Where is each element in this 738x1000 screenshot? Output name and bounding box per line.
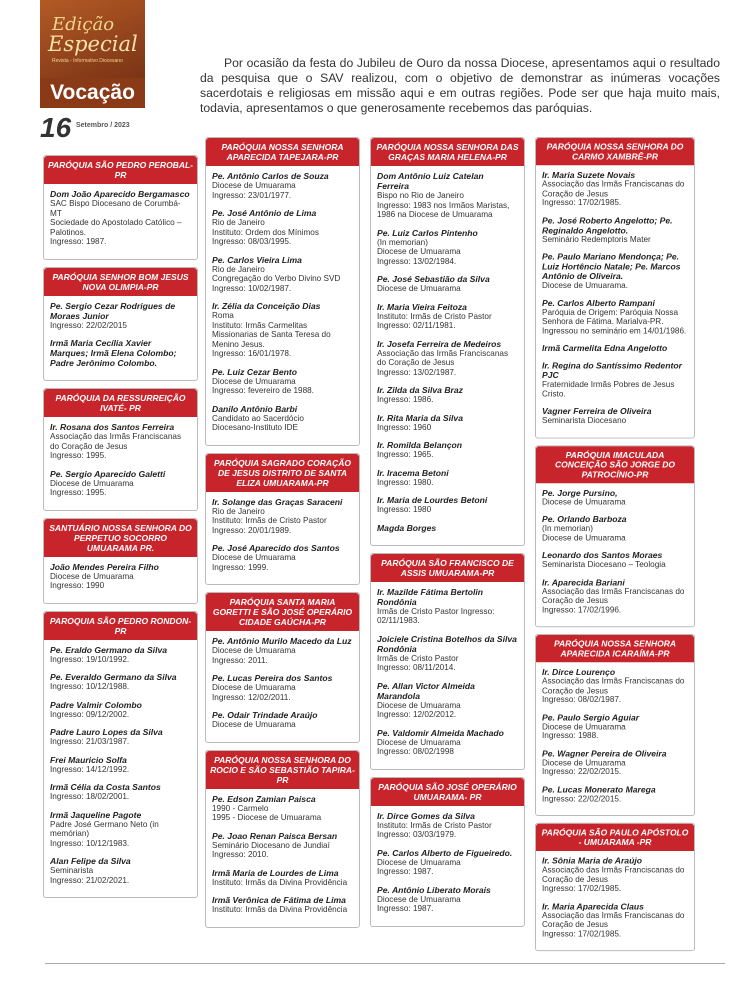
- person-name: Pe. Edson Zamian Paisca: [212, 793, 316, 804]
- parish-entries: [371, 806, 524, 926]
- parish-card: [43, 611, 198, 899]
- person-name: Ir. Regina do Santíssimo Redentor PJC: [542, 360, 682, 381]
- person-detail: Ingresso: 1995.: [50, 488, 107, 497]
- person-detail: Diocese de Umuarama: [212, 553, 296, 562]
- person-name: Pe. Lucas Pereira dos Santos: [212, 673, 333, 683]
- parish-entries: [206, 631, 359, 742]
- vocation-entry: [212, 868, 353, 888]
- parish-title: PARÓQUIA SÃO PEDRO PEROBAL-PR: [44, 156, 197, 184]
- person-name: Pe. Carlos Alberto Rampani: [542, 297, 655, 308]
- person-detail: Rio de Janeiro: [212, 506, 265, 516]
- parish-card: [205, 453, 360, 586]
- vocation-entry: [377, 523, 518, 533]
- parish-card: [535, 445, 695, 627]
- person-detail: Diocese de Umuarama: [377, 284, 461, 293]
- parish-card: [370, 553, 525, 770]
- person-name: Pe. Valdomir Almeida Machado: [377, 727, 504, 738]
- vocation-entry: [377, 811, 518, 840]
- person-name: Dom João Aparecido Bergamasco: [50, 189, 190, 199]
- person-detail: Associação das Irmãs Franciscanas do Coração de Jesus: [377, 348, 509, 367]
- parish-entries: [536, 851, 694, 950]
- person-detail: Ingresso: 1983 nos Irmãos Maristas, 1986 na Diocese de Umuarama: [377, 200, 510, 219]
- person-name: Pe. Sergio Aparecido Galetti: [50, 468, 166, 479]
- person-detail: Ingresso: 16/01/1978.: [212, 349, 292, 358]
- vocation-entry: [377, 171, 518, 220]
- section-badge: [40, 0, 145, 145]
- person-detail: Ingresso: 02/11/1981.: [377, 321, 456, 330]
- person-detail: Ingresso: fevereiro de 1988.: [212, 386, 314, 395]
- person-detail: Diocese de Umuarama: [50, 478, 134, 488]
- person-name: Ir. Rita Maria da Silva: [377, 412, 463, 423]
- person-detail: Diocese de Umuarama: [542, 533, 626, 543]
- person-detail: Rio de Janeiro: [212, 218, 265, 227]
- person-detail: Ingresso: 09/12/2002.: [50, 709, 130, 719]
- person-name: Pe. José Aparecido dos Santos: [212, 543, 340, 553]
- person-name: Ir. Iracema Betoni: [377, 467, 449, 478]
- person-name: Irmã Verônica de Fátima de Lima: [212, 895, 346, 905]
- vocation-entry: [50, 338, 191, 368]
- vocation-entry: [542, 215, 688, 244]
- person-name: Pe. Everaldo Germano da Silva: [50, 672, 177, 682]
- person-name: Ir. Maria Aparecida Claus: [542, 901, 644, 911]
- person-detail: Instituto: Irmãs de Cristo Pastor: [377, 820, 492, 830]
- person-detail: Ingresso: 1960: [377, 422, 432, 432]
- person-detail: Associação das Irmãs Franciscanas do Coração de Jesus: [542, 586, 685, 605]
- person-detail: Roma: [212, 311, 234, 320]
- vocation-entry: [542, 550, 688, 569]
- vocation-entry: [542, 170, 688, 207]
- person-detail: Instituto: Irmãs de Cristo Pastor: [212, 516, 327, 525]
- vocation-entry: [542, 361, 688, 399]
- person-name: Padre Valmir Colombo: [50, 699, 142, 710]
- vocation-entry: [50, 645, 191, 665]
- person-detail: Ingresso: 14/12/1992.: [50, 764, 130, 774]
- parish-title: PARÓQUIA NOSSA SENHORA DO CARMO XAMBRÊ-PR: [536, 138, 694, 165]
- person-name: Vagner Ferreira de Oliveira: [542, 406, 652, 417]
- intro-paragraph: Por ocasião da festa do Jubileu de Ouro da nossa Diocese, apresentamos aqui o resultado da pesquisa que o SAV realizou, com o objetivo de demonstrar as inúmeras vocações sacerdotais e religiosas em missão aqui e em outras regiões. Pode ser que haja muito mais, todavia, apresentamos o que generosamente recebemos das paróquias.: [200, 56, 720, 115]
- vocation-entry: [542, 712, 688, 740]
- person-detail: Irmãs de Cristo Pastor Ingresso: 02/11/1983.: [377, 606, 495, 625]
- person-detail: Ingresso: 1999.: [212, 562, 269, 572]
- person-name: Pe. Jorge Pursino,: [542, 487, 618, 498]
- column-2: [205, 137, 360, 935]
- parish-title: PAROQUIA SÃO PEDRO RONDON-PR: [44, 612, 197, 640]
- vocation-entry: [50, 672, 191, 692]
- person-name: Pe. José Roberto Angelotto; Pe. Reginaldo Angelotto.: [542, 215, 673, 235]
- person-name: Pe. Paulo Mariano Mendonça; Pe. Luiz Hortêncio Natale; Pe. Marcos Antônio de Oliveira.: [542, 251, 681, 281]
- vocation-entry: [50, 189, 191, 247]
- vocation-entry: [542, 856, 688, 893]
- person-detail: Seminário Diocesano de Jundiaí: [212, 840, 330, 850]
- parish-title: PARÓQUIA SÃO FRANCISCO DE ASSIS UMUARAMA-PR: [371, 554, 524, 582]
- parish-title: PARÓQUIA NOSSA SENHORA DO ROCIO E SÃO SEBASTIÃO TAPIRA-PR: [206, 751, 359, 789]
- parish-entries: [44, 184, 197, 259]
- person-name: Ir. Zilda da Silva Braz: [377, 385, 463, 395]
- vocation-entry: [377, 228, 518, 267]
- person-detail: Ingresso: 22/02/2015.: [542, 794, 622, 803]
- person-detail: Instituto: Irmãs da Divina Providência: [212, 905, 348, 914]
- person-detail: Ingresso: 17/02/1996.: [542, 605, 622, 615]
- person-name: Irmã Maria Cecília Xavier Marques; Irmã Elena Colombo; Padre Jerônimo Colombo.: [50, 338, 177, 368]
- parish-entries: [536, 165, 694, 437]
- column-1: [43, 155, 198, 905]
- section-title: Vocação: [40, 78, 145, 108]
- parish-title: PARÓQUIA SANTA MARIA GORETTI E SÃO JOSÉ OPERÁRIO CIDADE GAÚCHA-PR: [206, 593, 359, 631]
- person-detail: Diocese de Umuarama: [212, 646, 296, 655]
- vocation-entry: [377, 634, 518, 673]
- person-detail: Associação das Irmãs Franciscanas do Coração de Jesus: [542, 179, 685, 198]
- person-name: Pe. Sergio Cezar Rodrigues de Moraes Junior: [50, 300, 176, 321]
- edition-label-bottom: Especial: [48, 32, 138, 56]
- person-detail: Ingresso: 12/02/2012.: [377, 710, 457, 719]
- person-detail: Ingresso: 1995.: [50, 451, 107, 460]
- person-detail: Ingresso: 10/12/1988.: [50, 682, 130, 691]
- person-name: Ir. Aparecida Bariani: [542, 577, 625, 587]
- person-detail: Ingresso: 22/02/2015.: [542, 767, 622, 777]
- person-name: Frei Mauricio Solfa: [50, 754, 127, 765]
- parish-card: [43, 267, 198, 382]
- person-detail: Diocese de Umuarama: [377, 894, 461, 904]
- vocation-entry: [50, 422, 191, 461]
- parish-title: PARÓQUIA NOSSA SENHORA APARECIDA ICARAÍMA-PR: [536, 635, 694, 662]
- person-detail: (In memorian): [377, 237, 428, 247]
- vocation-entry: [377, 587, 518, 626]
- person-detail: Diocese de Umuarama: [50, 571, 134, 581]
- person-name: Pe. Antônio Murilo Macedo da Luz: [212, 636, 352, 646]
- person-detail: Ingresso: 13/02/1987.: [377, 367, 457, 377]
- vocation-entry: [212, 301, 353, 359]
- person-name: Ir. Solange das Graças Saraceni: [212, 496, 343, 507]
- vocation-entry: [542, 252, 688, 290]
- person-detail: Diocesano-Instituto IDE: [212, 423, 299, 432]
- person-detail: Instituto: Irmãs Carmelitas Missionarias de Santa Teresa do Menino Jesus.: [212, 320, 331, 349]
- person-detail: Diocese de Umuarama: [212, 720, 296, 729]
- person-detail: Rio de Janeiro: [212, 264, 265, 274]
- person-name: Ir. Sônia Maria de Araújo: [542, 855, 642, 866]
- person-detail: Diocese de Umuarama: [377, 737, 461, 747]
- vocation-entry: [50, 755, 191, 775]
- vocation-entry: [377, 302, 518, 331]
- vocation-entry: [542, 343, 688, 353]
- person-name: Padre Lauro Lopes da Silva: [50, 727, 163, 737]
- vocation-entry: [542, 784, 688, 803]
- person-name: Pe. Lucas Monerato Marega: [542, 784, 656, 795]
- person-name: Irmã Carmelita Edna Angelotto: [542, 343, 668, 353]
- vocation-entry: [212, 794, 353, 823]
- person-name: Danilo Antônio Barbi: [212, 403, 298, 414]
- parish-entries: [44, 640, 197, 898]
- vocation-entry: [50, 301, 191, 331]
- parish-title: PARÓQUIA NOSSA SENHORA DAS GRAÇAS MARIA HELENA-PR: [371, 138, 524, 166]
- person-detail: Ingresso: 23/01/1977.: [212, 190, 292, 200]
- person-detail: Ingresso: 08/03/1995.: [212, 237, 292, 246]
- person-name: Ir. Rosana dos Santos Ferreira: [50, 422, 175, 432]
- parish-entries: [371, 582, 524, 769]
- vocation-entry: [542, 514, 688, 542]
- person-name: Pe. Odair Trindade Araújo: [212, 710, 318, 720]
- edition-label-top: Edição: [52, 14, 115, 35]
- parish-title: PARÓQUIA NOSSA SENHORA APARECIDA TAPEJARA-PR: [206, 138, 359, 166]
- person-detail: Ingresso: 21/02/2021.: [50, 875, 130, 885]
- parish-entries: [536, 662, 694, 815]
- vocation-entry: [212, 171, 353, 200]
- person-detail: Ingresso: 17/02/1985.: [542, 884, 622, 893]
- column-4: [535, 137, 695, 958]
- person-detail: Associação das Irmãs Franciscanas do Coração de Jesus: [542, 676, 685, 695]
- person-detail: Bispo no Rio de Janeiro: [377, 191, 464, 200]
- person-name: Ir. Josefa Ferreira de Medeiros: [377, 338, 502, 349]
- vocation-entry: [542, 488, 688, 507]
- person-detail: Ingresso: 1988.: [542, 731, 599, 741]
- vocation-entry: [377, 848, 518, 877]
- person-detail: Diocese de Umuarama: [377, 857, 461, 867]
- person-detail: Ingresso: 17/02/1985.: [542, 198, 622, 208]
- person-name: Ir. Zélia da Conceição Dias: [212, 301, 321, 311]
- footer-divider: [45, 963, 725, 964]
- person-detail: Associação das Irmãs Franciscanas do Coração de Jesus: [542, 910, 685, 929]
- parish-entries: [371, 166, 524, 545]
- person-detail: Ingresso: 1987.: [377, 867, 434, 876]
- vocation-entry: [377, 440, 518, 460]
- vocation-entry: [377, 495, 518, 515]
- person-detail: Candidato ao Sacerdócio: [212, 413, 304, 423]
- person-name: Ir. Maria de Lourdes Betoni: [377, 495, 488, 505]
- person-detail: Ingresso: 08/02/1998: [377, 747, 454, 756]
- vocation-entry: [212, 367, 353, 396]
- page-number: 16: [40, 112, 72, 143]
- parish-card: [43, 518, 198, 604]
- vocation-entry: [212, 404, 353, 433]
- person-detail: SAC Bispo Diocesano de Corumbá-MT: [50, 199, 181, 218]
- person-detail: Ingresso: 03/03/1979.: [377, 830, 457, 839]
- person-detail: Ingresso: 21/03/1987.: [50, 737, 130, 746]
- vocation-entry: [377, 468, 518, 488]
- vocation-entry: [50, 469, 191, 498]
- person-name: Pe. José Antônio de Lima: [212, 208, 317, 218]
- vocation-entry: [377, 274, 518, 294]
- person-name: Pe. Wagner Pereira de Oliveira: [542, 748, 667, 759]
- person-detail: Padre José Germano Neto (in memórian): [50, 819, 159, 838]
- person-detail: Ingresso: 17/02/1985.: [542, 929, 622, 939]
- person-name: Pe. Carlos Alberto de Figueiredo.: [377, 847, 513, 858]
- vocation-entry: [377, 413, 518, 433]
- person-detail: Ingresso: 1990: [50, 581, 105, 590]
- parish-title: PARÓQUIA SAGRADO CORAÇÃO DE JESUS DISTRITO DE SANTA ELIZA UMUARAMA-PR: [206, 454, 359, 492]
- parish-title: PARÓQUIA DA RESSURREIÇÃO IVATÉ- PR: [44, 389, 197, 417]
- vocation-entry: [50, 810, 191, 849]
- person-detail: Ingresso: 20/01/1989.: [212, 525, 292, 535]
- person-name: Pe. Orlando Barboza: [542, 514, 627, 525]
- person-detail: Ingresso: 10/12/1983.: [50, 838, 130, 848]
- person-name: Irmã Jaqueline Pagote: [50, 809, 142, 820]
- vocation-entry: [542, 577, 688, 614]
- person-detail: (In memorian): [542, 524, 593, 533]
- parish-card: [535, 823, 695, 951]
- person-name: Ir. Mazilde Fátima Bertolin Rondônia: [377, 586, 484, 607]
- parish-card: [205, 750, 360, 928]
- person-detail: Diocese de Umuarama: [542, 758, 626, 767]
- vocation-entry: [377, 385, 518, 405]
- person-detail: Ingressou no seminário em 14/01/1986.: [542, 326, 687, 335]
- person-detail: Ingresso: 1986.: [377, 395, 434, 404]
- person-name: Pe. Antônio Liberato Morais: [377, 884, 491, 895]
- parish-card: [205, 137, 360, 446]
- person-name: Ir. Maria Vieira Feitoza: [377, 301, 467, 312]
- person-detail: Ingresso: 18/02/2001.: [50, 792, 130, 801]
- person-name: Pe. Luiz Cezar Bento: [212, 366, 297, 377]
- parish-card: [43, 155, 198, 260]
- person-detail: Ingresso: 22/02/2015: [50, 320, 127, 330]
- person-detail: Seminarista: [50, 866, 94, 875]
- vocation-entry: [542, 901, 688, 938]
- person-detail: Seminarista Diocesano – Teologia: [542, 560, 666, 569]
- person-name: Ir. Dirce Lourenço: [542, 667, 616, 677]
- person-detail: Congregação do Verbo Divino SVD: [212, 274, 341, 283]
- person-detail: Diocese de Umuarama: [212, 376, 296, 386]
- vocation-entry: [212, 543, 353, 572]
- person-detail: Diocese de Umuarama: [212, 683, 296, 692]
- person-detail: Instituto: Irmãs da Divina Providência: [212, 877, 348, 887]
- person-detail: Sociedade do Apostolado Católico – Palotinos.: [50, 218, 182, 237]
- person-name: Joiciele Cristina Botelhos da Silva Rondônia: [377, 633, 517, 654]
- parish-entries: [206, 789, 359, 927]
- person-detail: Instituto: Irmãs de Cristo Pastor: [377, 311, 492, 321]
- person-name: Irmã Maria de Lourdes de Lima: [212, 867, 339, 878]
- vocation-entry: [212, 895, 353, 915]
- parish-title: SANTUÁRIO NOSSA SENHORA DO PERPETUO SOCORRO UMUARAMA PR.: [44, 519, 197, 557]
- person-detail: Ingresso: 2011.: [212, 655, 268, 665]
- person-name: Dom Antônio Luiz Catelan Ferreira: [377, 171, 484, 191]
- person-name: Magda Borges: [377, 522, 437, 533]
- vocation-entry: [212, 255, 353, 294]
- parish-card: [43, 388, 198, 511]
- parish-entries: [206, 492, 359, 585]
- parish-entries: [44, 296, 197, 381]
- vocation-entry: [542, 667, 688, 704]
- person-detail: Irmãs de Cristo Pastor: [377, 653, 459, 663]
- vocation-entry: [377, 339, 518, 378]
- person-detail: Diocese de Umuarama: [542, 497, 626, 507]
- person-detail: Ingresso: 1965.: [377, 450, 434, 459]
- person-name: Leonardo dos Santos Moraes: [542, 550, 663, 561]
- person-detail: Diocese de Umuarama: [377, 247, 461, 256]
- parish-title: PARÓQUIA SÃO JOSÉ OPERÁRIO UMUARAMA- PR: [371, 778, 524, 806]
- parish-title: PARÓQUIA SÃO PAULO APÓSTOLO - UMUARAMA -PR: [536, 824, 694, 851]
- parish-entries: [206, 166, 359, 445]
- person-detail: Diocese de Umuarama.: [542, 280, 629, 290]
- person-detail: Associação das Irmãs Franciscanas do Coração de Jesus: [542, 865, 685, 884]
- parish-title: PARÓQUIA SENHOR BOM JESUS NOVA OLIMPIA-PR: [44, 268, 197, 296]
- person-name: Alan Felipe da Silva: [50, 856, 131, 866]
- person-detail: Ingresso: 1980.: [377, 477, 434, 487]
- vocation-entry: [542, 748, 688, 776]
- person-detail: Associação das Irmãs Franciscanas do Coração de Jesus: [50, 432, 182, 451]
- person-detail: Ingresso: 08/02/1987.: [542, 695, 622, 705]
- person-detail: Ingresso: 2010.: [212, 850, 269, 859]
- person-name: Pe. Carlos Vieira Lima: [212, 254, 302, 265]
- vocation-entry: [377, 681, 518, 720]
- person-detail: Ingresso: 1987.: [377, 904, 434, 913]
- vocation-entry: [212, 673, 353, 702]
- parish-card: [370, 777, 525, 927]
- person-detail: Seminário Redemptoris Mater: [542, 234, 651, 244]
- vocation-entry: [542, 406, 688, 425]
- vocation-entry: [377, 885, 518, 914]
- vocation-entry: [212, 208, 353, 247]
- vocation-entry: [50, 700, 191, 720]
- parish-card: [205, 592, 360, 743]
- person-detail: Ingresso: 13/02/1984.: [377, 256, 457, 266]
- issue-date: Setembro / 2023: [76, 122, 130, 129]
- vocation-entry: [50, 727, 191, 747]
- person-detail: Diocese de Umuarama: [377, 700, 461, 710]
- person-name: Ir. Maria Suzete Novais: [542, 170, 636, 180]
- person-name: Pe. Joao Renan Paisca Bersan: [212, 830, 338, 841]
- person-name: Pe. José Sebastião da Silva: [377, 274, 490, 284]
- person-name: Ir. Romilda Belançon: [377, 440, 463, 450]
- person-detail: Ingresso: 08/11/2014.: [377, 663, 456, 672]
- person-detail: Ingresso: 12/02/2011.: [212, 692, 291, 702]
- parish-card: [370, 137, 525, 546]
- parish-entries: [44, 557, 197, 603]
- person-name: João Mendes Pereira Filho: [50, 561, 159, 572]
- parish-entries: [536, 483, 694, 626]
- vocation-entry: [50, 856, 191, 885]
- person-detail: 1995 - Diocese de Umuarama: [212, 813, 322, 822]
- person-detail: Ingresso: 10/02/1987.: [212, 283, 292, 293]
- person-name: Irmã Célia da Costa Santos: [50, 782, 161, 792]
- person-detail: Diocese de Umuarama: [542, 722, 626, 731]
- person-detail: Ingresso: 19/10/1992.: [50, 654, 130, 664]
- vocation-entry: [212, 710, 353, 730]
- vocation-entry: [212, 636, 353, 665]
- parish-title: PARÓQUIA IMACULADA CONCEIÇÃO SÃO JORGE DO PATROCÍNIO-PR: [536, 446, 694, 483]
- person-detail: Ingresso: 1987.: [50, 237, 107, 246]
- vocation-entry: [50, 562, 191, 591]
- vocation-entry: [212, 831, 353, 860]
- badge-tagline: Revista - Informativo Diocesano: [52, 58, 123, 64]
- person-name: Ir. Dirce Gomes da Silva: [377, 810, 475, 821]
- person-detail: Seminarista Diocesano: [542, 416, 627, 425]
- person-detail: Diocese de Umuarama: [212, 181, 296, 190]
- person-detail: 1990 - Carmelo: [212, 803, 269, 813]
- vocation-entry: [50, 782, 191, 802]
- parish-entries: [44, 417, 197, 510]
- parish-card: [535, 137, 695, 438]
- vocation-entry: [542, 298, 688, 335]
- vocation-entry: [377, 728, 518, 757]
- column-3: [370, 137, 525, 934]
- parish-card: [535, 634, 695, 816]
- person-detail: Ingresso: 1980: [377, 505, 432, 514]
- person-name: Pe. Paulo Sergio Aguiar: [542, 712, 640, 723]
- person-name: Pe. Luiz Carlos Pintenho: [377, 227, 478, 238]
- person-name: Pe. Eraldo Germano da Silva: [50, 644, 168, 655]
- person-detail: Instituto: Ordem dos Mínimos: [212, 227, 319, 237]
- person-name: Pe. Allan Victor Almeida Marandola: [377, 680, 475, 701]
- vocation-entry: [212, 497, 353, 536]
- person-detail: Fraternidade Irmãs Pobres de Jesus Cristo.: [542, 380, 675, 399]
- person-detail: Paróquia de Origem: Paróquia Nossa Senhora de Fátima. Marialva-PR.: [542, 307, 679, 326]
- person-name: Pe. Antônio Carlos de Souza: [212, 171, 329, 181]
